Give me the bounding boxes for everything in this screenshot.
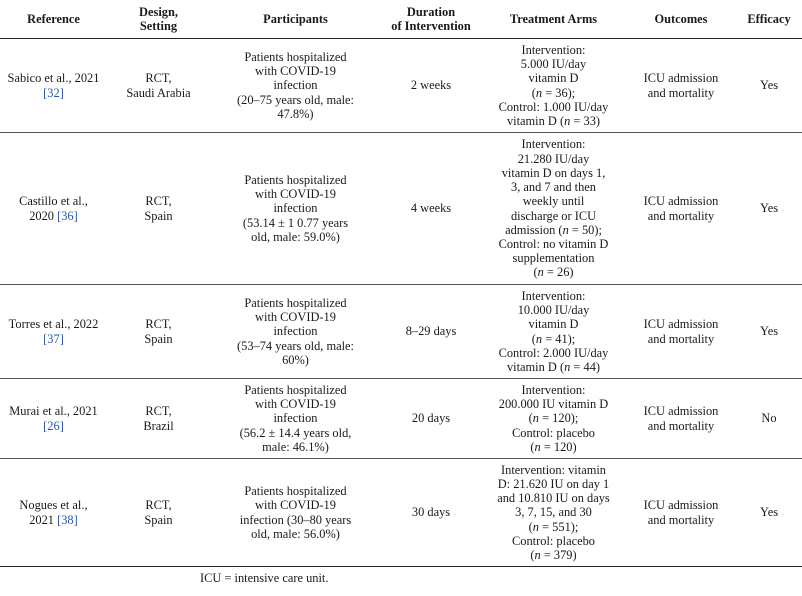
duration-cell: 8–29 days xyxy=(381,285,481,379)
table-row xyxy=(0,39,802,133)
outcomes-cell: ICU admission and mortality xyxy=(626,459,736,567)
participants-cell: Patients hospitalized with COVID-19 infection (53–74 years old, male: 60%) xyxy=(210,285,381,379)
efficacy-cell: Yes xyxy=(736,39,802,133)
outcomes-cell: ICU admission and mortality xyxy=(626,285,736,379)
header-design: Design, Setting xyxy=(107,0,210,39)
citation-link[interactable]: [26] xyxy=(43,418,64,433)
header-duration: Duration of Intervention xyxy=(381,0,481,39)
table-row xyxy=(0,379,802,459)
duration-cell: 4 weeks xyxy=(381,133,481,285)
header-efficacy: Efficacy xyxy=(736,0,802,39)
efficacy-cell: No xyxy=(736,379,802,459)
citation-link[interactable]: [36] xyxy=(57,208,78,223)
participants-cell: Patients hospitalized with COVID-19 infection (20–75 years old, male: 47.8%) xyxy=(210,39,381,133)
table-footnote: ICU = intensive care unit. xyxy=(200,571,329,585)
efficacy-cell: Yes xyxy=(736,285,802,379)
header-outcomes: Outcomes xyxy=(626,0,736,39)
participants-cell: Patients hospitalized with COVID-19 infection (30–80 years old, male: 56.0%) xyxy=(210,459,381,567)
reference-cell: Torres et al., 2022 [37] xyxy=(0,285,107,379)
reference-cell: Murai et al., 2021 [26] xyxy=(0,379,107,459)
header-row xyxy=(0,0,802,39)
duration-cell: 20 days xyxy=(381,379,481,459)
duration-cell: 2 weeks xyxy=(381,39,481,133)
citation-link[interactable]: [38] xyxy=(57,512,78,527)
treatment-arms-cell: Intervention: 21.280 IU/day vitamin D on days 1, 3, and 7 and then weekly until discharge or ICU admission (n = 50); Control: no vitamin D supplementation (n = 26) xyxy=(481,133,626,285)
duration-cell: 30 days xyxy=(381,459,481,567)
design-cell: RCT, Brazil xyxy=(107,379,210,459)
design-cell: RCT, Saudi Arabia xyxy=(107,39,210,133)
header-treatment-arms: Treatment Arms xyxy=(481,0,626,39)
efficacy-cell: Yes xyxy=(736,133,802,285)
design-cell: RCT, Spain xyxy=(107,133,210,285)
treatment-arms-cell: Intervention: 5.000 IU/day vitamin D (n = 36); Control: 1.000 IU/day vitamin D (n = 33) xyxy=(481,39,626,133)
reference-cell: Sabico et al., 2021 [32] xyxy=(0,39,107,133)
treatment-arms-cell: Intervention: 200.000 IU vitamin D (n = 120); Control: placebo (n = 120) xyxy=(481,379,626,459)
header-participants: Participants xyxy=(210,0,381,39)
table-row xyxy=(0,459,802,567)
outcomes-cell: ICU admission and mortality xyxy=(626,39,736,133)
outcomes-cell: ICU admission and mortality xyxy=(626,133,736,285)
outcomes-cell: ICU admission and mortality xyxy=(626,379,736,459)
table-row xyxy=(0,133,802,285)
citation-link[interactable]: [37] xyxy=(43,331,64,346)
participants-cell: Patients hospitalized with COVID-19 infection (53.14 ± 1 0.77 years old, male: 59.0%) xyxy=(210,133,381,285)
treatment-arms-cell: Intervention: 10.000 IU/day vitamin D (n = 41); Control: 2.000 IU/day vitamin D (n = 44) xyxy=(481,285,626,379)
table-row xyxy=(0,285,802,379)
reference-cell: Nogues et al., 2021 [38] xyxy=(0,459,107,567)
citation-link[interactable]: [32] xyxy=(43,85,64,100)
reference-cell: Castillo et al., 2020 [36] xyxy=(0,133,107,285)
efficacy-cell: Yes xyxy=(736,459,802,567)
design-cell: RCT, Spain xyxy=(107,285,210,379)
header-reference: Reference xyxy=(0,0,107,39)
participants-cell: Patients hospitalized with COVID-19 infection (56.2 ± 14.4 years old, male: 46.1%) xyxy=(210,379,381,459)
design-cell: RCT, Spain xyxy=(107,459,210,567)
treatment-arms-cell: Intervention: vitamin D: 21.620 IU on day 1 and 10.810 IU on days 3, 7, 15, and 30 (n = 551); Control: placebo (n = 379) xyxy=(481,459,626,567)
